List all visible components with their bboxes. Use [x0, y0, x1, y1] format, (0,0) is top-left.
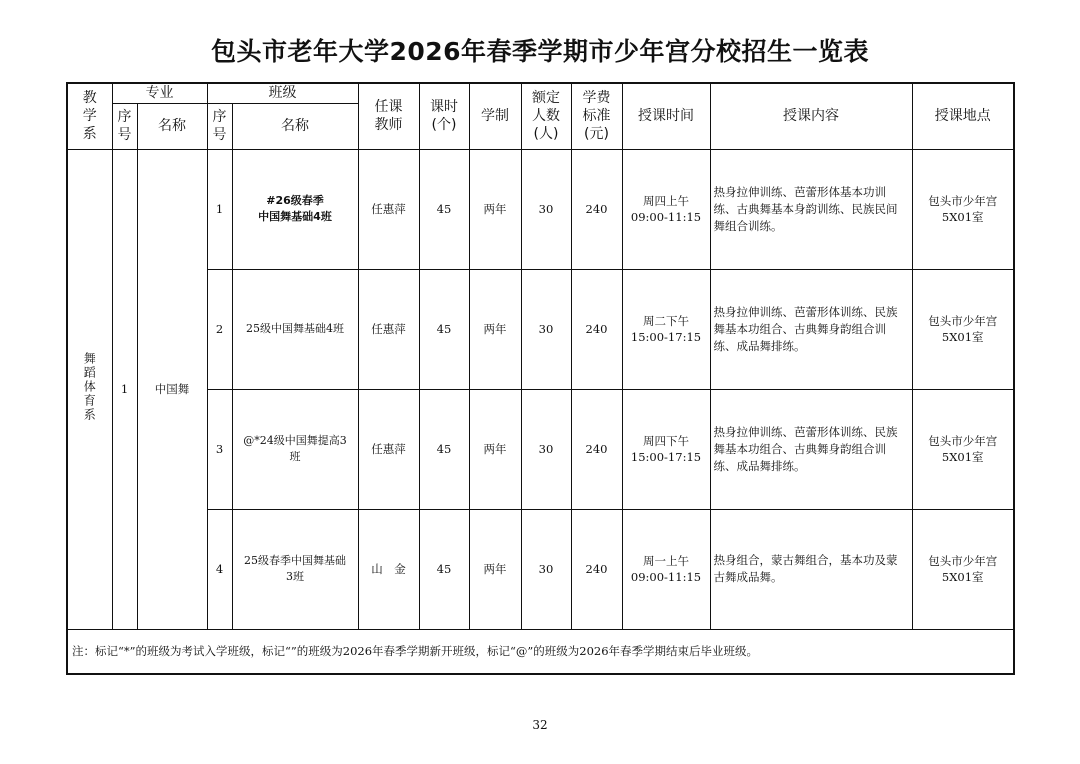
hours: 45: [419, 509, 469, 629]
quota: 30: [521, 509, 571, 629]
header-class-name: 名称: [232, 103, 358, 149]
fee: 240: [571, 149, 622, 269]
header-fee: 学费标准(元): [571, 83, 622, 149]
class-content: 热身拉伸训练、芭蕾形体基本功训练、古典舞基本身韵训练、民族民间舞组合训练。: [710, 149, 912, 269]
header-duration: 学制: [469, 83, 521, 149]
class-no: 2: [207, 269, 232, 389]
duration: 两年: [469, 509, 521, 629]
header-major: 专业: [112, 83, 207, 103]
duration: 两年: [469, 389, 521, 509]
header-class: 班级: [207, 83, 358, 103]
class-content: 热身拉伸训练、芭蕾形体训练、民族舞基本功组合、古典舞身韵组合训练、成品舞排练。: [710, 269, 912, 389]
quota: 30: [521, 269, 571, 389]
header-class-no: 序号: [207, 103, 232, 149]
table-row: [67, 509, 1014, 629]
class-location: 包头市少年宫 5X01室: [912, 389, 1014, 509]
class-time: 周四下午 15:00-17:15: [622, 389, 710, 509]
quota: 30: [521, 389, 571, 509]
fee: 240: [571, 509, 622, 629]
class-time: 周四上午 09:00-11:15: [622, 149, 710, 269]
table-row: [67, 149, 1014, 269]
header-teacher: 任课教师: [358, 83, 419, 149]
page-title: 包头市老年大学2026年春季学期市少年宫分校招生一览表: [210, 37, 870, 66]
class-name: 25级春季中国舞基础 3班: [232, 509, 358, 629]
dept-cell: 舞蹈体育系: [67, 149, 112, 629]
class-location: 包头市少年宫 5X01室: [912, 269, 1014, 389]
class-location: 包头市少年宫 5X01室: [912, 149, 1014, 269]
hours: 45: [419, 269, 469, 389]
quota: 30: [521, 149, 571, 269]
class-time: 周一上午 09:00-11:15: [622, 509, 710, 629]
hours: 45: [419, 149, 469, 269]
teacher: 任惠萍: [358, 389, 419, 509]
teacher: 任惠萍: [358, 149, 419, 269]
header-dept: 教学系: [67, 83, 112, 149]
enrollment-table: [66, 82, 1015, 675]
table-row: [67, 269, 1014, 389]
teacher: 山 金: [358, 509, 419, 629]
header-major-name: 名称: [137, 103, 207, 149]
class-no: 1: [207, 149, 232, 269]
table-row: [67, 389, 1014, 509]
teacher: 任惠萍: [358, 269, 419, 389]
header-major-no: 序号: [112, 103, 137, 149]
duration: 两年: [469, 269, 521, 389]
class-time: 周二下午 15:00-17:15: [622, 269, 710, 389]
fee: 240: [571, 389, 622, 509]
header-location: 授课地点: [912, 83, 1014, 149]
class-no: 4: [207, 509, 232, 629]
header-quota: 额定人数(人): [521, 83, 571, 149]
class-name: 25级中国舞基础4班: [232, 269, 358, 389]
class-name: @*24级中国舞提高3 班: [232, 389, 358, 509]
header-hours: 课时(个): [419, 83, 469, 149]
class-name: #26级春季 中国舞基础4班: [232, 149, 358, 269]
class-location: 包头市少年宫 5X01室: [912, 509, 1014, 629]
page-number: 32: [532, 718, 548, 732]
hours: 45: [419, 389, 469, 509]
header-time: 授课时间: [622, 83, 710, 149]
major-no: 1: [112, 149, 137, 629]
header-content: 授课内容: [710, 83, 912, 149]
class-content: 热身拉伸训练、芭蕾形体训练、民族舞基本功组合、古典舞身韵组合训练、成品舞排练。: [710, 389, 912, 509]
fee: 240: [571, 269, 622, 389]
duration: 两年: [469, 149, 521, 269]
class-content: 热身组合，蒙古舞组合，基本功及蒙古舞成品舞。: [710, 509, 912, 629]
class-no: 3: [207, 389, 232, 509]
table-note: 注：标记“*”的班级为考试入学班级，标记“”的班级为2026年春季学期新开班级，标记“@”的班级为2026年春季学期结束后毕业班级。: [67, 629, 1014, 674]
major-name: 中国舞: [137, 149, 207, 629]
